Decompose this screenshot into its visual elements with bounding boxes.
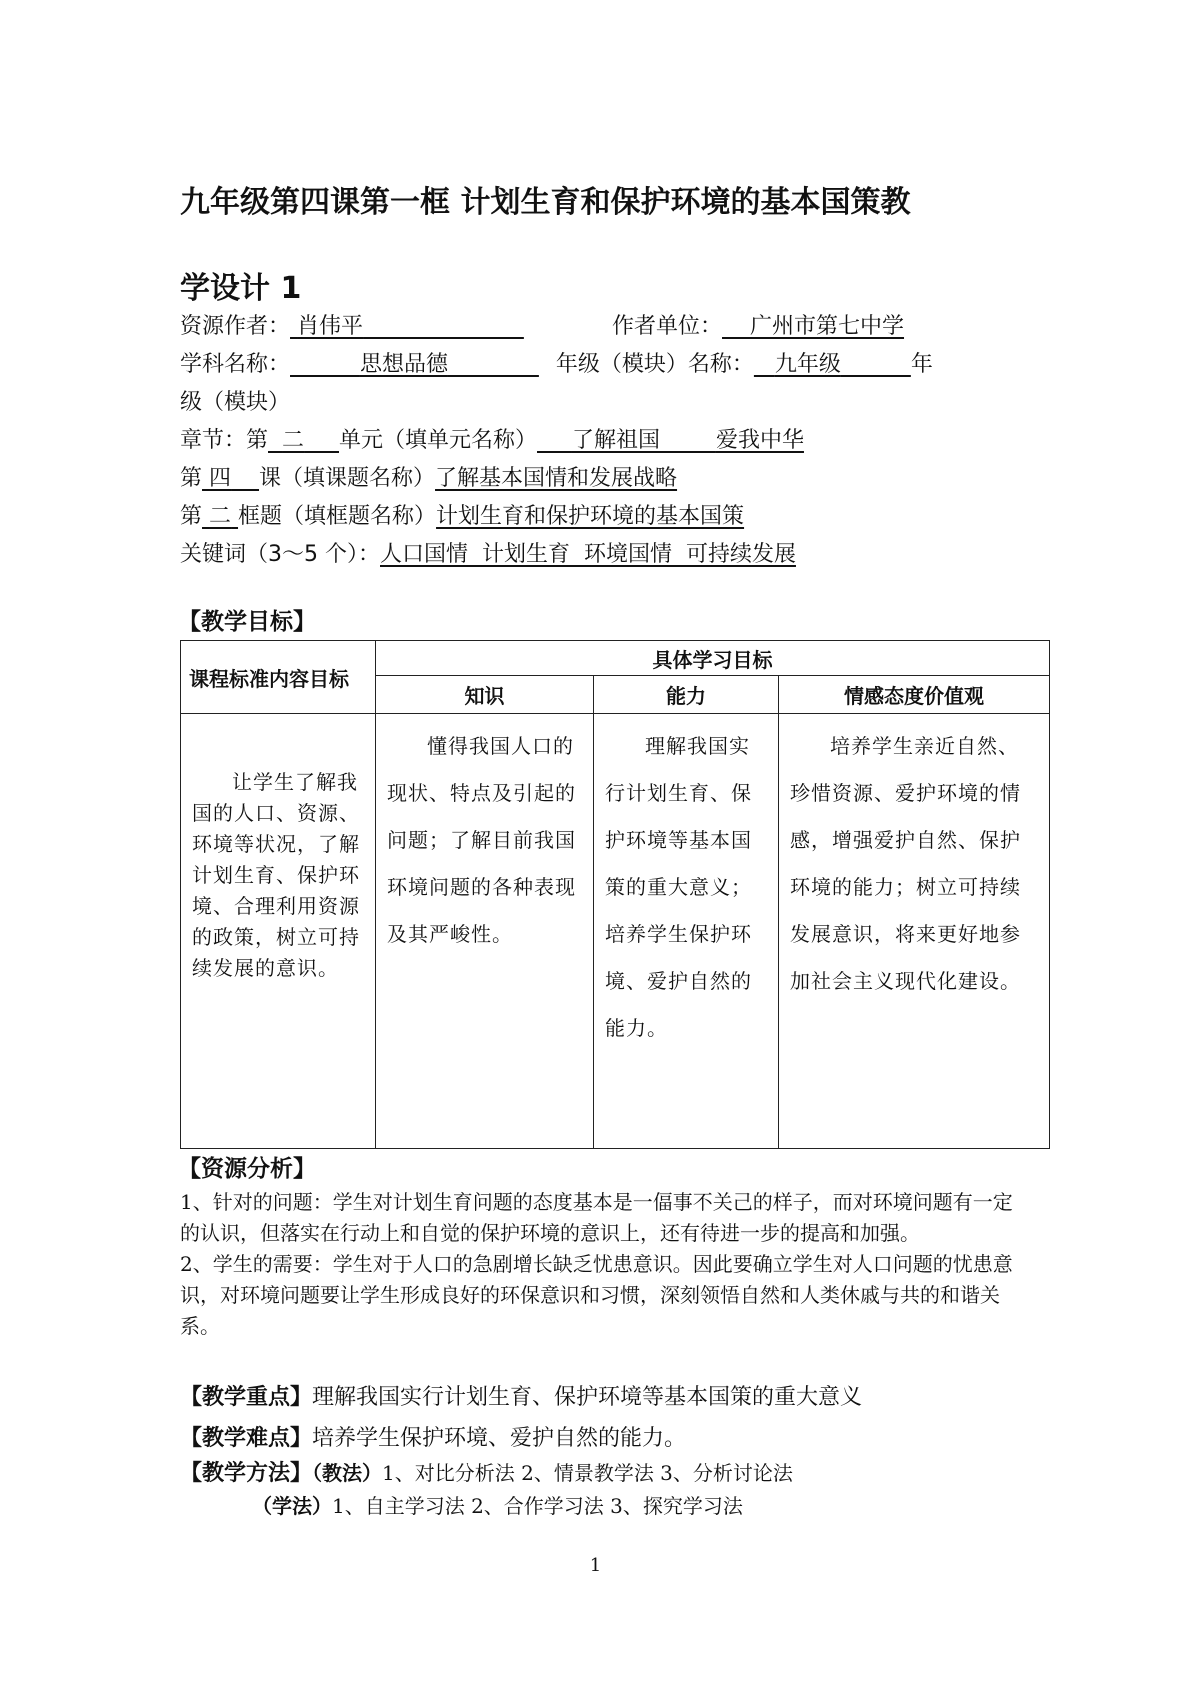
grade-tail: 年 xyxy=(910,352,933,377)
methods-line xyxy=(180,1456,793,1487)
learn-methods-line xyxy=(252,1490,743,1519)
unit-label: 作者单位： xyxy=(612,314,723,339)
lesson-row: 第 四 课（填课题名称）了解基本国情和发展战略 xyxy=(180,466,678,491)
difficulty-text: 培养学生保护环境、爱护自然的能力。 xyxy=(312,1426,687,1451)
cell-standard: 让学生了解我国的人口、资源、环境等状况，了解计划生育、保护环境、合理利用资源的政策，树立可持续发展的意识。 xyxy=(181,714,376,1149)
chapter-number: 二 xyxy=(282,428,305,453)
goals-heading: 【教学目标】 xyxy=(178,609,316,635)
table-header-row xyxy=(181,641,1050,676)
methods-label: 【教学方法】 xyxy=(180,1461,313,1486)
difficulty-label: 【教学难点】 xyxy=(180,1426,313,1451)
header-standard: 课程标准内容目标 xyxy=(181,641,376,714)
grade-label: 年级（模块）名称： xyxy=(555,352,754,377)
analysis-heading: 【资源分析】 xyxy=(178,1156,316,1182)
unit-row xyxy=(612,308,904,346)
chapter-name: 了解祖国 爱我中华 xyxy=(571,428,804,453)
analysis-paragraph-1: 1、针对的问题：学生对计划生育问题的态度基本是一偪事不关己的样子，而对环境问题有一定的认识，但落实在行动上和自觉的保护环境的意识上，还有待进一步的提高和加强。 xyxy=(180,1190,1013,1245)
header-ability: 能力 xyxy=(594,676,779,714)
learn-method-label: （学法） xyxy=(252,1494,332,1518)
analysis-paragraph-2: 2、学生的需要：学生对于人口的急剧增长缺乏忧患意识。因此要确立学生对人口问题的忧患意识，对环境问题要让学生形成良好的环保意识和习惯，深刻领悟自然和人类休戚与共的和谐关系。 xyxy=(180,1252,1013,1338)
key-point-text: 理解我国实行计划生育、保护环境等基本国策的重大意义 xyxy=(312,1385,863,1410)
subject-row xyxy=(180,346,933,384)
learn-method-text: 1、自主学习法 2、合作学习法 3、探究学习法 xyxy=(332,1494,743,1518)
title-line-1: 九年级第四课第一框 计划生育和保护环境的基本国策教 xyxy=(180,185,911,220)
author-label: 资源作者： xyxy=(180,314,291,339)
page-number: 1 xyxy=(589,1555,602,1576)
frame-row: 第 二 框题（填框题名称）计划生育和保护环境的基本国策 xyxy=(180,504,745,529)
cell-knowledge: 懂得我国人口的现状、特点及引起的问题；了解目前我国环境问题的各种表现及其严峻性。 xyxy=(376,714,594,1149)
header-emotion: 情感态度价值观 xyxy=(779,676,1050,714)
key-point-label: 【教学重点】 xyxy=(180,1385,313,1410)
header-specific: 具体学习目标 xyxy=(376,641,1050,676)
cell-emotion: 培养学生亲近自然、珍惜资源、爱护环境的情感，增强爱护自然、保护环境的能力；树立可持续发展意识，将来更好地参加社会主义现代化建设。 xyxy=(779,714,1050,1149)
subject-label: 学科名称： xyxy=(180,352,291,377)
teaching-goals-table xyxy=(180,640,1050,1149)
table-row xyxy=(181,714,1050,1149)
unit-value: 广州市第七中学 xyxy=(750,314,905,339)
keywords-row: 关键词（3～5 个）：人口国情 计划生育 环境国情 可持续发展 xyxy=(180,542,796,567)
title-line-2: 学设计 1 xyxy=(180,271,302,306)
key-point-line xyxy=(180,1380,862,1411)
chapter-row: 章节：第 二 单元（填单元名称） 了解祖国 爱我中华 xyxy=(180,428,804,453)
difficulty-line xyxy=(180,1421,686,1452)
teach-method-text: 1、对比分析法 2、情景教学法 3、分析讨论法 xyxy=(382,1461,793,1485)
grade-value: 九年级 xyxy=(774,352,841,377)
lesson-name: 了解基本国情和发展战略 xyxy=(435,466,678,491)
subject-value: 思想品德 xyxy=(359,352,448,377)
author-row xyxy=(180,308,524,346)
frame-name: 计划生育和保护环境的基本国策 xyxy=(436,504,745,529)
frame-number: 二 xyxy=(209,504,232,529)
grade-tail-row: 级（模块） xyxy=(180,390,291,415)
lesson-number: 四 xyxy=(209,466,232,491)
keywords-value: 人口国情 计划生育 环境国情 可持续发展 xyxy=(380,542,796,567)
teach-method-label: （教法） xyxy=(312,1461,383,1485)
header-knowledge: 知识 xyxy=(376,676,594,714)
cell-ability: 理解我国实行计划生育、保护环境等基本国策的重大意义；培养学生保护环境、爱护自然的能力。 xyxy=(594,714,779,1149)
document-title xyxy=(180,160,1040,332)
author-value: 肖伟平 xyxy=(297,314,364,339)
